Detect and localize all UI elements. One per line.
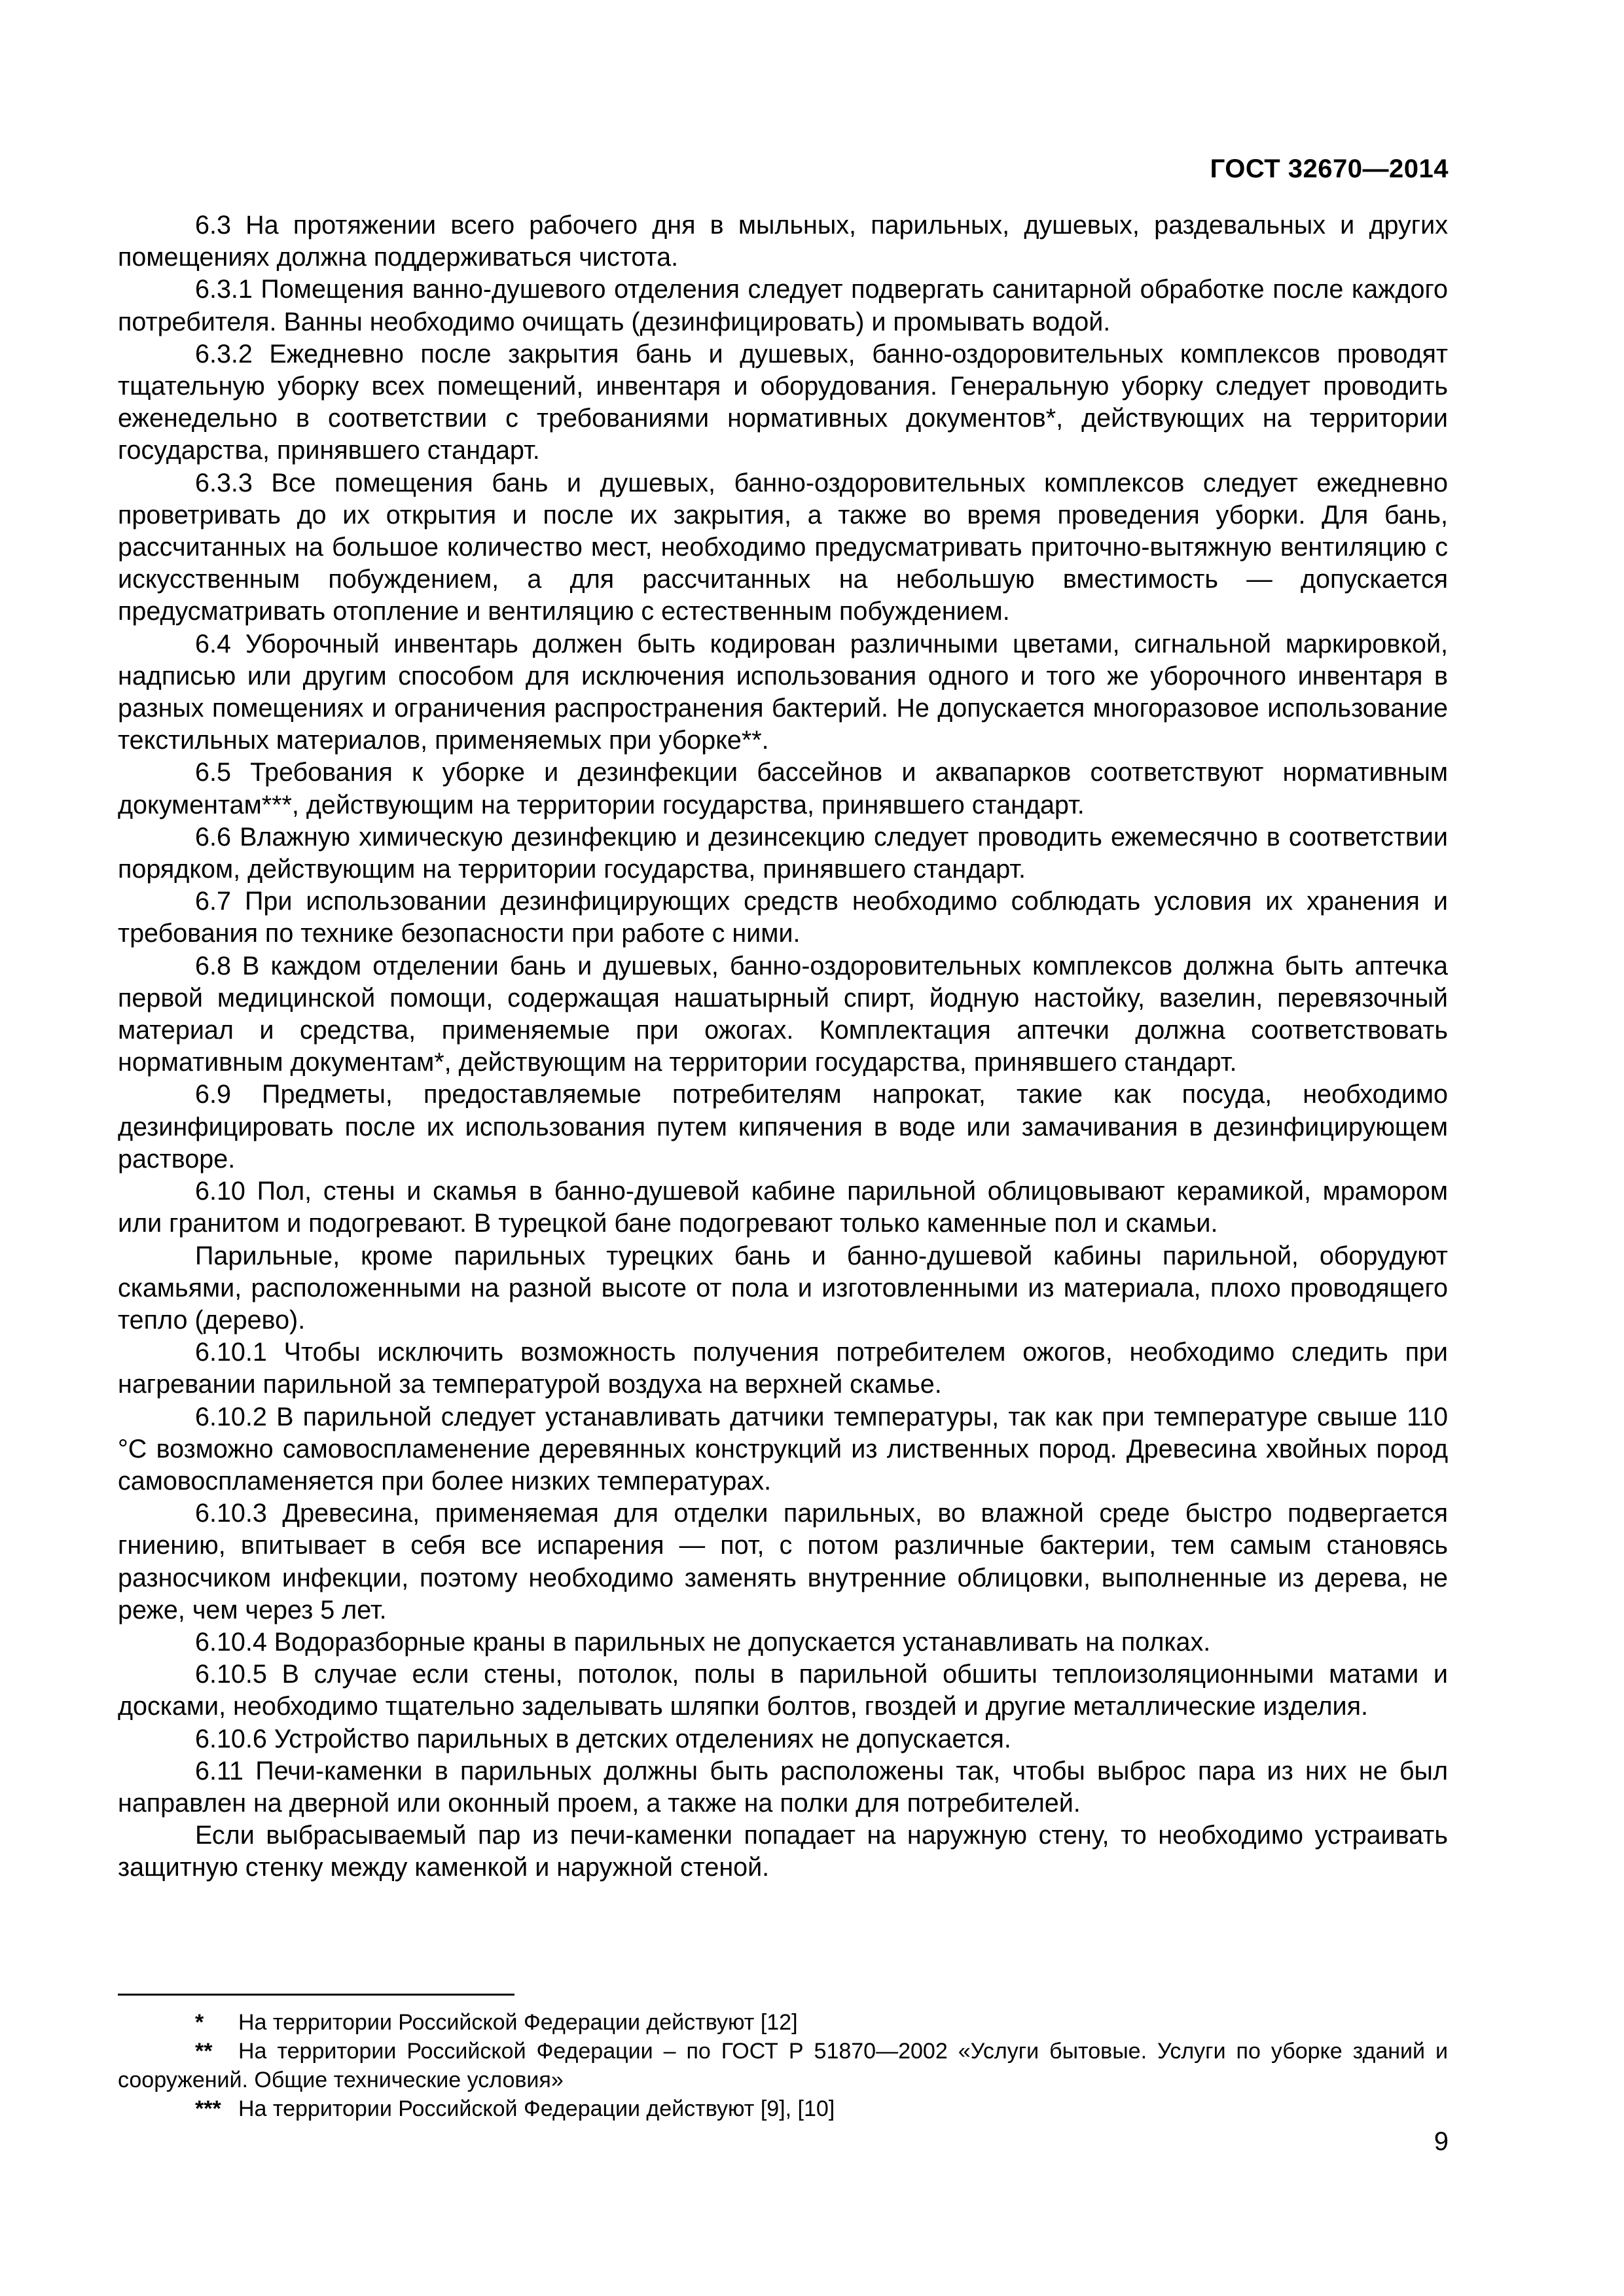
footnote [118, 2094, 1448, 2123]
document-body [118, 209, 1448, 1884]
paragraph: 6.9 Предметы, предоставляемые потребителям напрокат, такие как посуда, необходимо дезинфицировать после их использования путем кипячения в воде или замачивания в дезинфицирующем растворе. [118, 1080, 1448, 1174]
paragraph: 6.10.2 В парильной следует устанавливать датчики температуры, так как при температуре свыше 110 °С возможно самовоспламенение деревянных конструкций из лиственных пород. Древесина хвойных пород самовоспламеняется при более низких температурах. [118, 1402, 1448, 1496]
paragraph: 6.10 Пол, стены и скамья в банно-душевой кабине парильной облицовывают керамикой, мрамором или гранитом и подогревают. В турецкой бане подогревают только каменные пол и скамьи. [118, 1177, 1448, 1238]
paragraph: 6.5 Требования к уборке и дезинфекции бассейнов и аквапарков соответствуют нормативным документам***, действующим на территории государства, принявшего стандарт. [118, 758, 1448, 819]
paragraph: 6.4 Уборочный инвентарь должен быть кодирован различными цветами, сигнальной маркировкой, надписью или другим способом для исключения использования одного и того же уборочного инвентаря в разных помещениях и ограничения распространения бактерий. Не допускается многоразовое использование текстильных материалов, применяемых при уборке**. [118, 629, 1448, 755]
paragraph: 6.3 На протяжении всего рабочего дня в мыльных, парильных, душевых, раздевальных и других помещениях должна поддерживаться чистота. [118, 211, 1448, 272]
paragraph: 6.10.6 Устройство парильных в детских отделениях не допускается. [195, 1724, 1011, 1753]
paragraph: 6.10.3 Древесина, применяемая для отделки парильных, во влажной среде быстро подвергается гниению, впитывает в себя все испарения — пот, с потом различные бактерии, тем самым становясь разносчиком инфекции, поэтому необходимо заменять внутренние облицовки, выполненные из дерева, не реже, чем через 5 лет. [118, 1499, 1448, 1624]
paragraph: 6.10.4 Водоразборные краны в парильных не допускается устанавливать на полках. [195, 1627, 1211, 1657]
paragraph: Если выбрасываемый пар из печи-каменки попадает на наружную стену, то необходимо устраивать защитную стенку между каменкой и наружной стеной. [118, 1821, 1448, 1882]
footnote-mark: ** [195, 2039, 213, 2064]
footnote [118, 2037, 1448, 2094]
paragraph: 6.3.2 Ежедневно после закрытия бань и душевых, банно-оздоровительных комплексов проводят тщательную уборку всех помещений, инвентаря и оборудования. Генеральную уборку следует проводить еженедельно в соответствии с требованиями нормативных документов*, действующих на территории государства, принявшего стандарт. [118, 339, 1448, 465]
footnote-text: На территории Российской Федерации действуют [12] [238, 2010, 798, 2035]
footnote-mark: * [195, 2010, 204, 2035]
paragraph: 6.7 При использовании дезинфицирующих средств необходимо соблюдать условия их хранения и требования по технике безопасности при работе с ними. [118, 887, 1448, 948]
paragraph: 6.10.5 В случае если стены, потолок, полы в парильной обшиты теплоизоляционными матами и досками, необходимо тщательно заделывать шляпки болтов, гвоздей и другие металлические изделия. [118, 1660, 1448, 1721]
page-number: 9 [1434, 2127, 1449, 2156]
document-header [1210, 154, 1449, 184]
footnote-separator [118, 1994, 514, 1996]
paragraph: 6.3.3 Все помещения бань и душевых, банно-оздоровительных комплексов следует ежедневно проветривать до их открытия и после их закрытия, а также во время проведения уборки. Для бань, рассчитанных на большое количество мест, необходимо предусматривать приточно-вытяжную вентиляцию с искусственным побуждением, а для рассчитанных на небольшую вместимость — допускается предусматривать отопление и вентиляцию с естественным побуждением. [118, 468, 1448, 626]
footnotes [118, 2008, 1448, 2123]
paragraph: 6.3.1 Помещения ванно-душевого отделения следует подвергать санитарной обработке после каждого потребителя. Ванны необходимо очищать (дезинфицировать) и промывать водой. [118, 275, 1448, 336]
footnote-mark: *** [195, 2096, 221, 2121]
footnote-text: На территории Российской Федерации – по ГОСТ Р 51870—2002 «Услуги бытовые. Услуги по уборке зданий и сооружений. Общие технические условия» [118, 2039, 1448, 2092]
paragraph: 6.10.1 Чтобы исключить возможность получения потребителем ожогов, необходимо следить при нагревании парильной за температурой воздуха на верхней скамье. [118, 1338, 1448, 1399]
paragraph: 6.6 Влажную химическую дезинфекцию и дезинсекцию следует проводить ежемесячно в соответствии порядком, действующим на территории государства, принявшего стандарт. [118, 822, 1448, 884]
standard-designation: ГОСТ 32670—2014 [1210, 154, 1449, 183]
footnote-text: На территории Российской Федерации действуют [9], [10] [238, 2096, 835, 2121]
paragraph: 6.8 В каждом отделении бань и душевых, банно-оздоровительных комплексов должна быть аптечка первой медицинской помощи, содержащая нашатырный спирт, йодную настойку, вазелин, перевязочный материал и средства, применяемые при ожогах. Комплектация аптечки должна соответствовать нормативным документам*, действующим на территории государства, принявшего стандарт. [118, 951, 1448, 1077]
paragraph: 6.11 Печи-каменки в парильных должны быть расположены так, чтобы выброс пара из них не был направлен на дверной или оконный проем, а также на полки для потребителей. [118, 1756, 1448, 1818]
footnote [118, 2008, 1448, 2037]
paragraph: Парильные, кроме парильных турецких бань и банно-душевой кабины парильной, оборудуют скамьями, расположенными на разной высоте от пола и изготовленными из материала, плохо проводящего тепло (дерево). [118, 1241, 1448, 1335]
